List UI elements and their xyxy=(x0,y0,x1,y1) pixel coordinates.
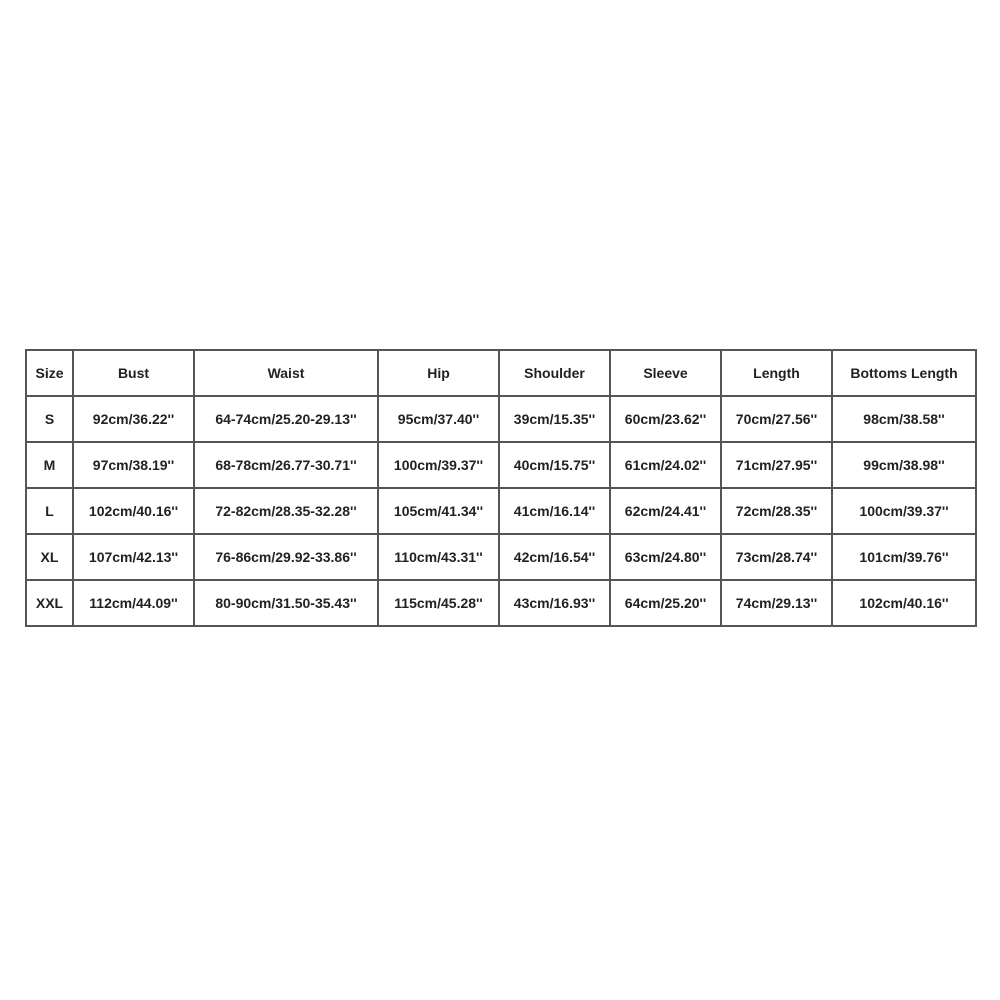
cell-size: L xyxy=(26,488,73,534)
cell-hip: 110cm/43.31'' xyxy=(378,534,499,580)
cell-shoulder: 42cm/16.54'' xyxy=(499,534,610,580)
cell-size: XL xyxy=(26,534,73,580)
cell-length: 72cm/28.35'' xyxy=(721,488,832,534)
size-chart-table xyxy=(25,349,977,627)
cell-bust: 112cm/44.09'' xyxy=(73,580,194,626)
header-waist: Waist xyxy=(194,350,378,396)
cell-waist: 64-74cm/25.20-29.13'' xyxy=(194,396,378,442)
header-bottoms-length: Bottoms Length xyxy=(832,350,976,396)
cell-sleeve: 63cm/24.80'' xyxy=(610,534,721,580)
cell-shoulder: 39cm/15.35'' xyxy=(499,396,610,442)
cell-hip: 105cm/41.34'' xyxy=(378,488,499,534)
header-shoulder: Shoulder xyxy=(499,350,610,396)
cell-shoulder: 40cm/15.75'' xyxy=(499,442,610,488)
cell-hip: 100cm/39.37'' xyxy=(378,442,499,488)
cell-hip: 95cm/37.40'' xyxy=(378,396,499,442)
cell-waist: 72-82cm/28.35-32.28'' xyxy=(194,488,378,534)
cell-waist: 80-90cm/31.50-35.43'' xyxy=(194,580,378,626)
cell-size: M xyxy=(26,442,73,488)
cell-bottoms-length: 102cm/40.16'' xyxy=(832,580,976,626)
table-row xyxy=(26,534,976,580)
cell-length: 70cm/27.56'' xyxy=(721,396,832,442)
table-row xyxy=(26,396,976,442)
cell-sleeve: 64cm/25.20'' xyxy=(610,580,721,626)
cell-shoulder: 43cm/16.93'' xyxy=(499,580,610,626)
cell-shoulder: 41cm/16.14'' xyxy=(499,488,610,534)
table-row xyxy=(26,488,976,534)
table-row xyxy=(26,580,976,626)
cell-length: 73cm/28.74'' xyxy=(721,534,832,580)
cell-waist: 68-78cm/26.77-30.71'' xyxy=(194,442,378,488)
cell-hip: 115cm/45.28'' xyxy=(378,580,499,626)
cell-size: S xyxy=(26,396,73,442)
cell-sleeve: 61cm/24.02'' xyxy=(610,442,721,488)
cell-waist: 76-86cm/29.92-33.86'' xyxy=(194,534,378,580)
header-row xyxy=(26,350,976,396)
cell-length: 74cm/29.13'' xyxy=(721,580,832,626)
table-row xyxy=(26,442,976,488)
cell-bottoms-length: 99cm/38.98'' xyxy=(832,442,976,488)
header-sleeve: Sleeve xyxy=(610,350,721,396)
cell-size: XXL xyxy=(26,580,73,626)
cell-bust: 97cm/38.19'' xyxy=(73,442,194,488)
header-hip: Hip xyxy=(378,350,499,396)
header-length: Length xyxy=(721,350,832,396)
cell-bottoms-length: 101cm/39.76'' xyxy=(832,534,976,580)
cell-bust: 102cm/40.16'' xyxy=(73,488,194,534)
cell-bust: 107cm/42.13'' xyxy=(73,534,194,580)
cell-sleeve: 60cm/23.62'' xyxy=(610,396,721,442)
cell-bust: 92cm/36.22'' xyxy=(73,396,194,442)
header-bust: Bust xyxy=(73,350,194,396)
header-size: Size xyxy=(26,350,73,396)
cell-sleeve: 62cm/24.41'' xyxy=(610,488,721,534)
cell-length: 71cm/27.95'' xyxy=(721,442,832,488)
cell-bottoms-length: 98cm/38.58'' xyxy=(832,396,976,442)
cell-bottoms-length: 100cm/39.37'' xyxy=(832,488,976,534)
